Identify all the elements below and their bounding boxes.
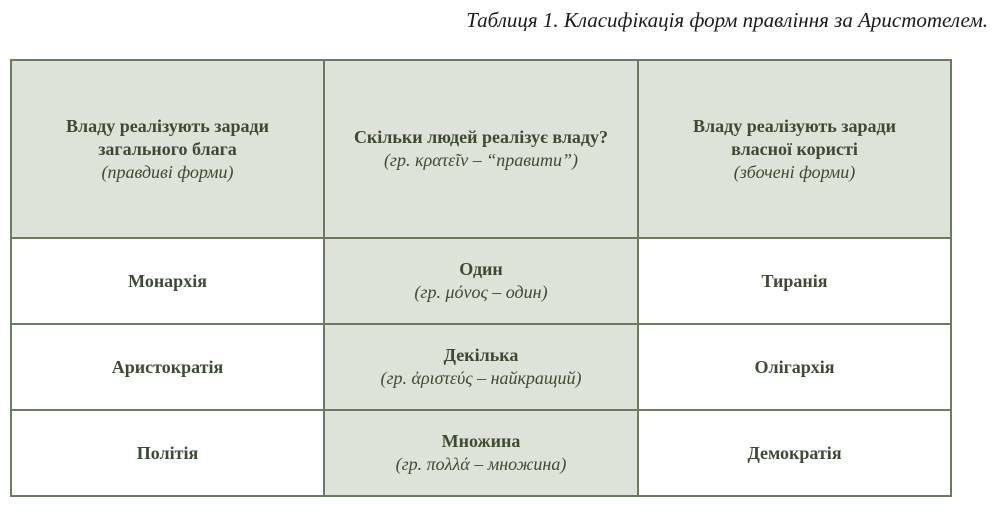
table-row — [11, 238, 951, 324]
cell-good-form — [11, 410, 324, 496]
header-title-line: загального блага — [98, 138, 237, 159]
header-note: (гр. κρατεῖν – “правити”) — [383, 150, 579, 170]
bad-form-label: Демократія — [747, 442, 842, 463]
good-form-label: Аристократія — [111, 356, 224, 377]
header-title-line: власної користі — [731, 138, 858, 159]
count-note: (гр. ἀριστεύς – найкращий) — [380, 368, 582, 388]
cell-count — [324, 238, 638, 324]
cell-count — [324, 324, 638, 410]
header-cell-self-interest — [638, 60, 951, 238]
header-cell-rulers-count — [324, 60, 638, 238]
cell-bad-form — [638, 410, 951, 496]
table-row — [11, 324, 951, 410]
government-forms-table — [10, 59, 952, 497]
cell-count — [324, 410, 638, 496]
bad-form-label: Тиранія — [761, 270, 828, 291]
bad-form-label: Олігархія — [754, 356, 835, 377]
header-note: (збочені форми) — [733, 161, 856, 182]
cell-bad-form — [638, 238, 951, 324]
count-label: Один — [459, 259, 503, 279]
table-caption: Таблиця 1. Класифікація форм правління за Аристотелем. — [466, 8, 988, 32]
header-title-line: Владу реалізують заради — [693, 115, 896, 136]
header-title-line: Скільки людей реалізує владу? — [353, 127, 609, 147]
table-row — [11, 410, 951, 496]
count-label: Декілька — [443, 345, 519, 365]
cell-bad-form — [638, 324, 951, 410]
table-header-row — [11, 60, 951, 238]
good-form-label: Монархія — [128, 270, 207, 291]
header-title-line: Владу реалізують заради — [66, 115, 269, 136]
good-form-label: Політія — [136, 442, 199, 463]
header-cell-common-good — [11, 60, 324, 238]
count-note: (гр. πολλά – множина) — [395, 454, 567, 474]
header-note: (правдиві форми) — [101, 161, 234, 182]
count-label: Множина — [441, 431, 521, 451]
count-note: (гр. μόνος – один) — [414, 282, 548, 302]
cell-good-form — [11, 324, 324, 410]
cell-good-form — [11, 238, 324, 324]
